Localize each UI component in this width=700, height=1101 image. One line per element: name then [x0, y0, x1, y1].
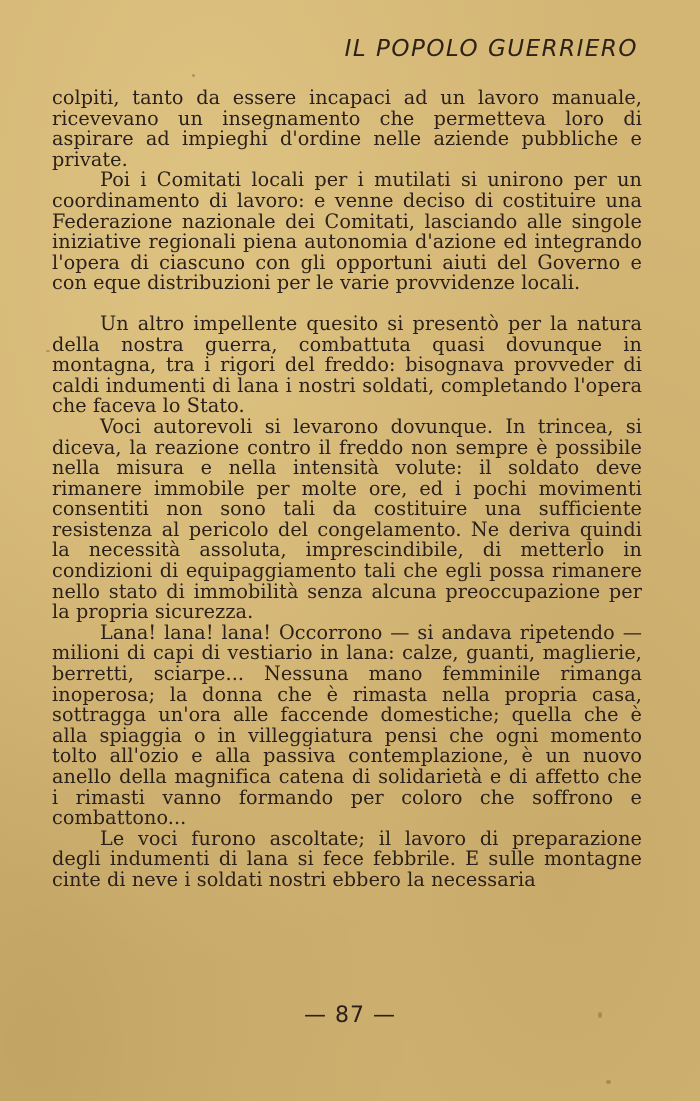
paragraph-3: Voci autorevoli si levarono dovunque. In trincea, si diceva, la reazione contro il freddo non sempre è possibile nella misura e nella intensità volute: il soldato deve rimanere immobile per molte ore, ed i pochi movimenti consentiti non sono tali da costituire una sufficiente resistenza al pericolo del congelamento. Ne deriva quindi la necessità assoluta, imprescindibile, di metterlo in condizioni di equipaggiamento tali che egli possa rimanere nello stato di immobilità senza alcuna preoccupazione per la propria sicurezza.: [52, 414, 642, 624]
body-text: [52, 88, 642, 891]
paper-speck: [46, 350, 50, 352]
paragraph-1: Poi i Comitati locali per i mutilati si unirono per un coordinamento di lavoro: e venne deciso di costituire una Federazione nazionale dei Comitati, lasciando alle singole iniziative regionali piena autonomia d'azione ed integrando l'opera di ciascuno con gli opportuni aiuti del Governo e con eque distribuzioni per le varie provvidenze locali.: [52, 168, 642, 295]
paragraph-0: colpiti, tanto da essere incapaci ad un lavoro manuale, ricevevano un insegnamento che permetteva loro di aspirare ad impieghi d'ordine nelle aziende pubbliche e private.: [52, 86, 642, 171]
paper-speck: [598, 1012, 602, 1018]
paper-speck: [606, 1080, 611, 1084]
paragraph-5: Le voci furono ascoltate; il lavoro di preparazione degli indumenti di lana si fece febbrile. E sulle montagne cinte di neve i soldati nostri ebbero la necessaria: [52, 826, 642, 891]
paragraph-4: Lana! lana! lana! Occorrono — si andava ripetendo — milioni di capi di vestiario in lana: calze, guanti, maglierie, berretti, sciarpe... Nessuna mano femminile rimanga inoperosa; la donna che è rimasta nella propria casa, sottragga un'ora alle faccende domestiche; quella che è alla spiaggia o in villeggiatura pensi che ogni momento tolto all'ozio e alla passiva contemplazione, è un nuovo anello della magnifica catena di solidarietà e di affetto che i rimasti vanno formando per coloro che soffrono e combattono...: [52, 620, 642, 830]
paragraph-2: Un altro impellente quesito si presentò per la natura della nostra guerra, combattuta quasi dovunque in montagna, tra i rigori del freddo: bisognava provveder di caldi indumenti di lana i nostri soldati, completando l'opera che faceva lo Stato.: [52, 311, 642, 418]
page-number: — 87 —: [304, 1003, 396, 1028]
running-head: IL POPOLO GUERRIERO: [344, 36, 638, 62]
paper-speck: [192, 74, 195, 77]
